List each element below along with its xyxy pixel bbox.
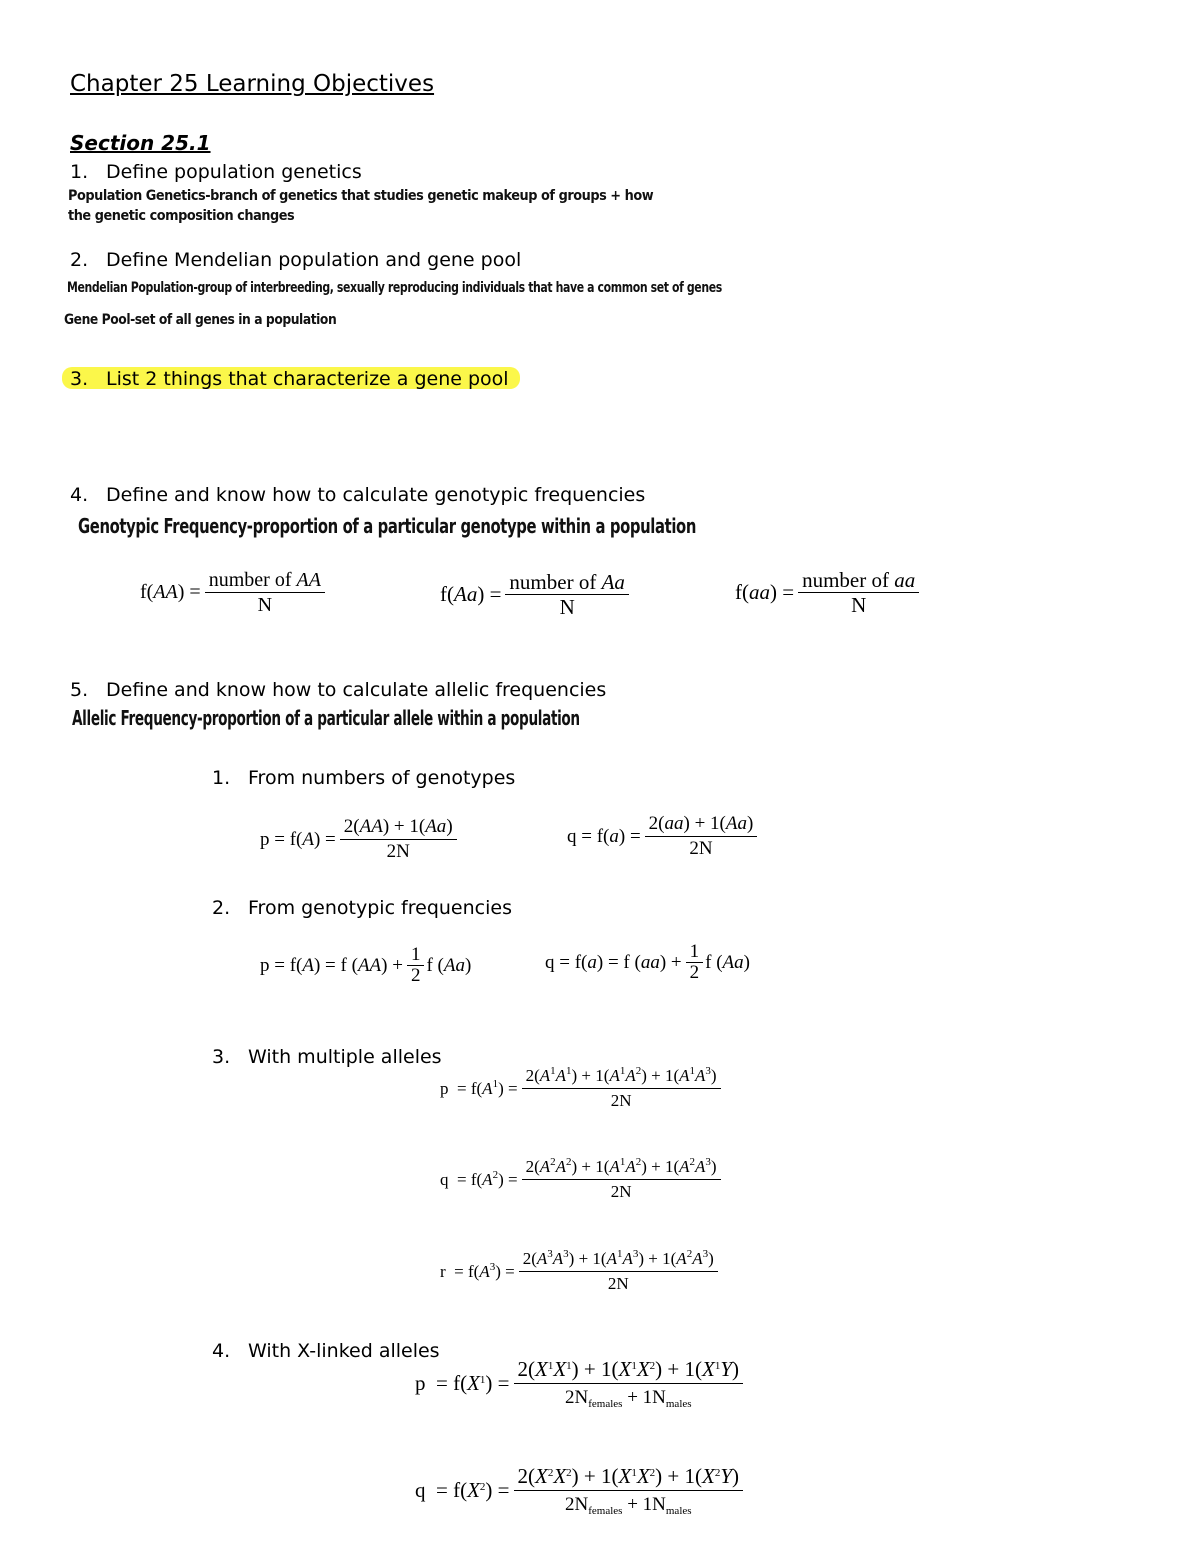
handwritten-note-population-genetics-cont: the genetic composition changes: [68, 208, 295, 224]
sub-item-3: 3. With multiple alleles: [212, 1046, 442, 1068]
formula-f-AA: f(AA) = $\frac{\text{number of AA}}{N}$: [140, 568, 325, 617]
handwritten-note-genotypic-frequency: Genotypic Frequency-proportion of a particular genotype within a population: [78, 514, 697, 538]
formula-f-aa: f(aa) = $\frac{\text{number of aa}}{N}$: [735, 568, 919, 617]
formula-p-from-genotypic: p = f(A) = f (AA) + $\frac{1}{2}$ f (Aa): [260, 944, 472, 986]
objective-4: 4. Define and know how to calculate genotypic frequencies: [70, 484, 646, 506]
handwritten-note-mendelian-population: Mendelian Population-group of interbreeding, sexually reproducing individuals that have a common set of genes: [67, 280, 722, 296]
objective-5: 5. Define and know how to calculate allelic frequencies: [70, 679, 607, 701]
objective-3: 3. List 2 things that characterize a gene pool: [70, 368, 509, 390]
handwritten-note-gene-pool: Gene Pool-set of all genes in a population: [64, 312, 337, 328]
formula-q-from-numbers: q = f(a) = $\frac{2(aa) + 1(Aa)}{2N}$: [567, 812, 757, 861]
formula-p-multiple-alleles: $p = f(A^1)$ = $\frac{2(A^1A^1) + 1(A^1A^2) + 1(A^1A^3)}{2N}$: [440, 1064, 721, 1113]
objective-2: 2. Define Mendelian population and gene pool: [70, 249, 522, 271]
formula-p-from-numbers: p = f(A) = $\frac{2(AA) + 1(Aa)}{2N}$: [260, 815, 457, 864]
handwritten-note-allelic-frequency: Allelic Frequency-proportion of a particular allele within a population: [72, 706, 580, 730]
handwritten-note-population-genetics: Population Genetics-branch of genetics that studies genetic makeup of groups + how: [68, 188, 654, 204]
formula-f-Aa: f(Aa) = $\frac{\text{number of Aa}}{N}$: [440, 570, 629, 619]
formula-p-x-linked: $p = f(X^1)$ = $\frac{2(X^1X^1) + 1(X^1X^2) + 1(X^1Y)}{2N_{females} + 1N_{males}}$: [415, 1355, 743, 1412]
formula-q-x-linked: $q = f(X^2)$ = $\frac{2(X^2X^2) + 1(X^1X^2) + 1(X^2Y)}{2N_{females} + 1N_{males}}$: [415, 1462, 743, 1519]
sub-item-2: 2. From genotypic frequencies: [212, 897, 512, 919]
formula-r-multiple-alleles: $r = f(A^3)$ = $\frac{2(A^3A^3) + 1(A^1A^3) + 1(A^2A^3)}{2N}$: [440, 1247, 718, 1296]
page-title: Chapter 25 Learning Objectives: [70, 71, 435, 97]
objective-1: 1. Define population genetics: [70, 161, 362, 183]
section-heading: Section 25.1: [70, 131, 211, 155]
sub-item-1: 1. From numbers of genotypes: [212, 767, 516, 789]
sub-item-4: 4. With X-linked alleles: [212, 1340, 440, 1362]
formula-q-multiple-alleles: $q = f(A^2)$ = $\frac{2(A^2A^2) + 1(A^1A^2) + 1(A^2A^3)}{2N}$: [440, 1155, 721, 1204]
formula-q-from-genotypic: q = f(a) = f (aa) + $\frac{1}{2}$ f (Aa): [545, 941, 750, 983]
